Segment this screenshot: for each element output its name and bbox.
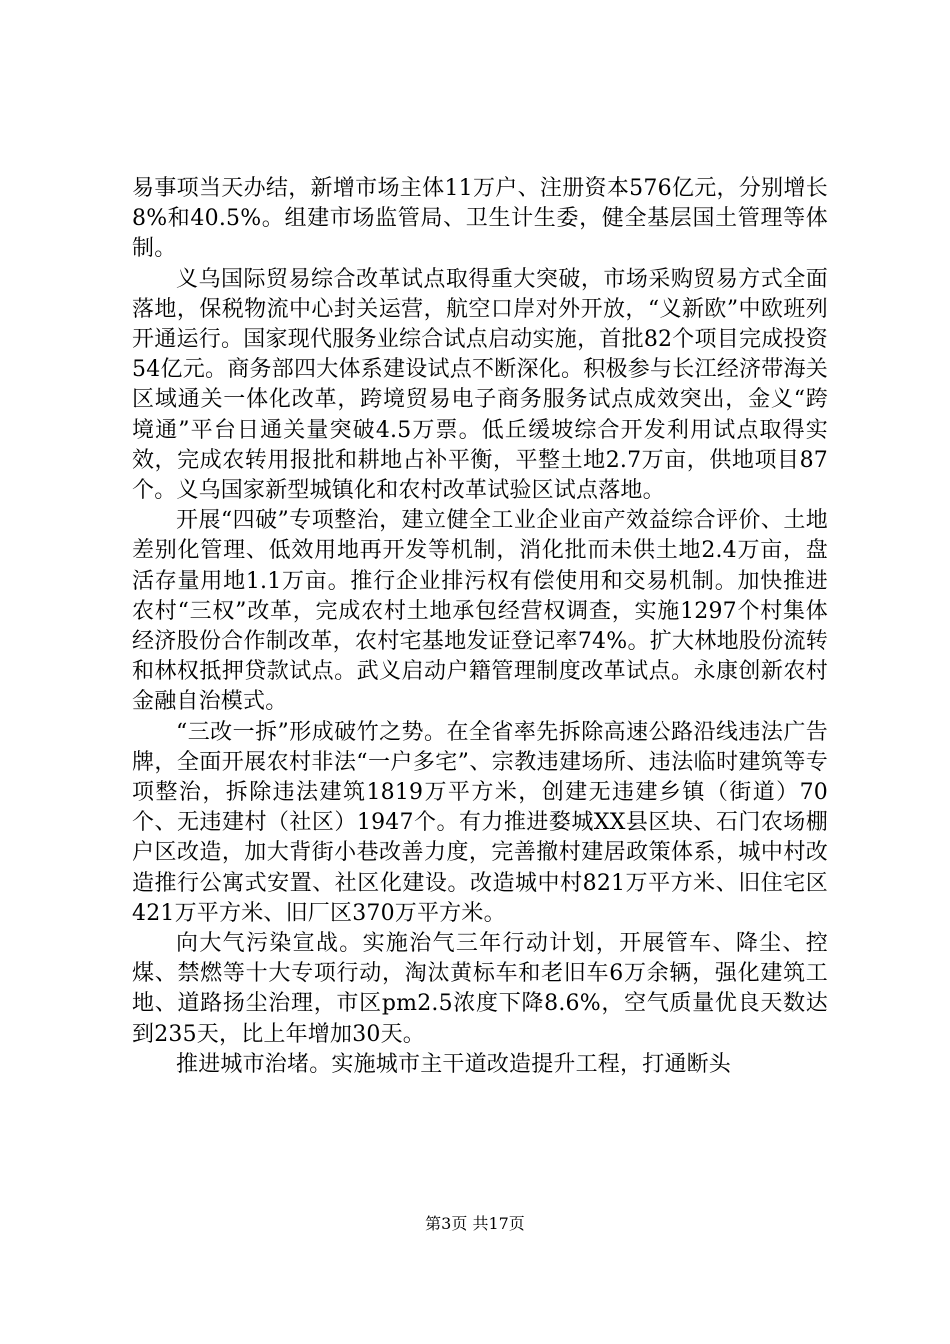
paragraph-yiwu-trade-reform: 义乌国际贸易综合改革试点取得重大突破，市场采购贸易方式全面落地，保税物流中心封关运营，航空口岸对外开放，“义新欧”中欧班列开通运行。国家现代服务业综合试点启动实施，首批82个项目完成投资54亿元。商务部四大体系建设试点不断深化。积极参与长江经济带海关区域通关一体化改革，跨境贸易电子商务服务试点成效突出，金义“跨境通”平台日通关量突破4.5万票。低丘缓坡综合开发利用试点取得实效，完成农转用报批和耕地占补平衡，平整土地2.7万亩，供地项目87个。义乌国家新型城镇化和农村改革试验区试点落地。 [132,266,828,504]
paragraph-four-breaks: 开展“四破”专项整治，建立健全工业企业亩产效益综合评价、土地差别化管理、低效用地再开发等机制，消化批而未供土地2.4万亩，盘活存量用地1.1万亩。推行企业排污权有偿使用和交易机制。加快推进农村“三权”改革，完成农村土地承包经营权调查，实施1297个村集体经济股份合作制改革，农村宅基地发证登记率74%。扩大林地股份流转和林权抵押贷款试点。武义启动户籍管理制度改革试点。永康创新农村金融自治模式。 [132,508,828,715]
page-footer: 第3页 共17页 [425,1214,525,1233]
paragraph-continuation: 易事项当天办结，新增市场主体11万户、注册资本576亿元，分别增长8%和40.5%。组建市场监管局、卫生计生委，健全基层国土管理等体制。 [132,176,828,262]
document-body [132,174,828,1080]
paragraph-three-reforms-one-demolition: “三改一拆”形成破竹之势。在全省率先拆除高速公路沿线违法广告牌，全面开展农村非法“一户多宅”、宗教违建场所、违法临时建筑等专项整治，拆除违法建筑1819万平方米，创建无违建乡镇（街道）70个、无违建村（社区）1947个。有力推进婺城XX县区块、石门农场棚户区改造，加大背街小巷改善力度，完善撤村建居政策体系，城中村改造推行公寓式安置、社区化建设。改造城中村821万平方米、旧住宅区421万平方米、旧厂区370万平方米。 [132,719,828,926]
paragraph-traffic-congestion: 推进城市治堵。实施城市主干道改造提升工程，打通断头 [176,1051,732,1077]
paragraph-air-pollution: 向大气污染宣战。实施治气三年行动计划，开展管车、降尘、控煤、禁燃等十大专项行动，淘汰黄标车和老旧车6万余辆，强化建筑工地、道路扬尘治理，市区pm2.5浓度下降8.6%，空气质量优良天数达到235天，比上年增加30天。 [132,931,828,1047]
